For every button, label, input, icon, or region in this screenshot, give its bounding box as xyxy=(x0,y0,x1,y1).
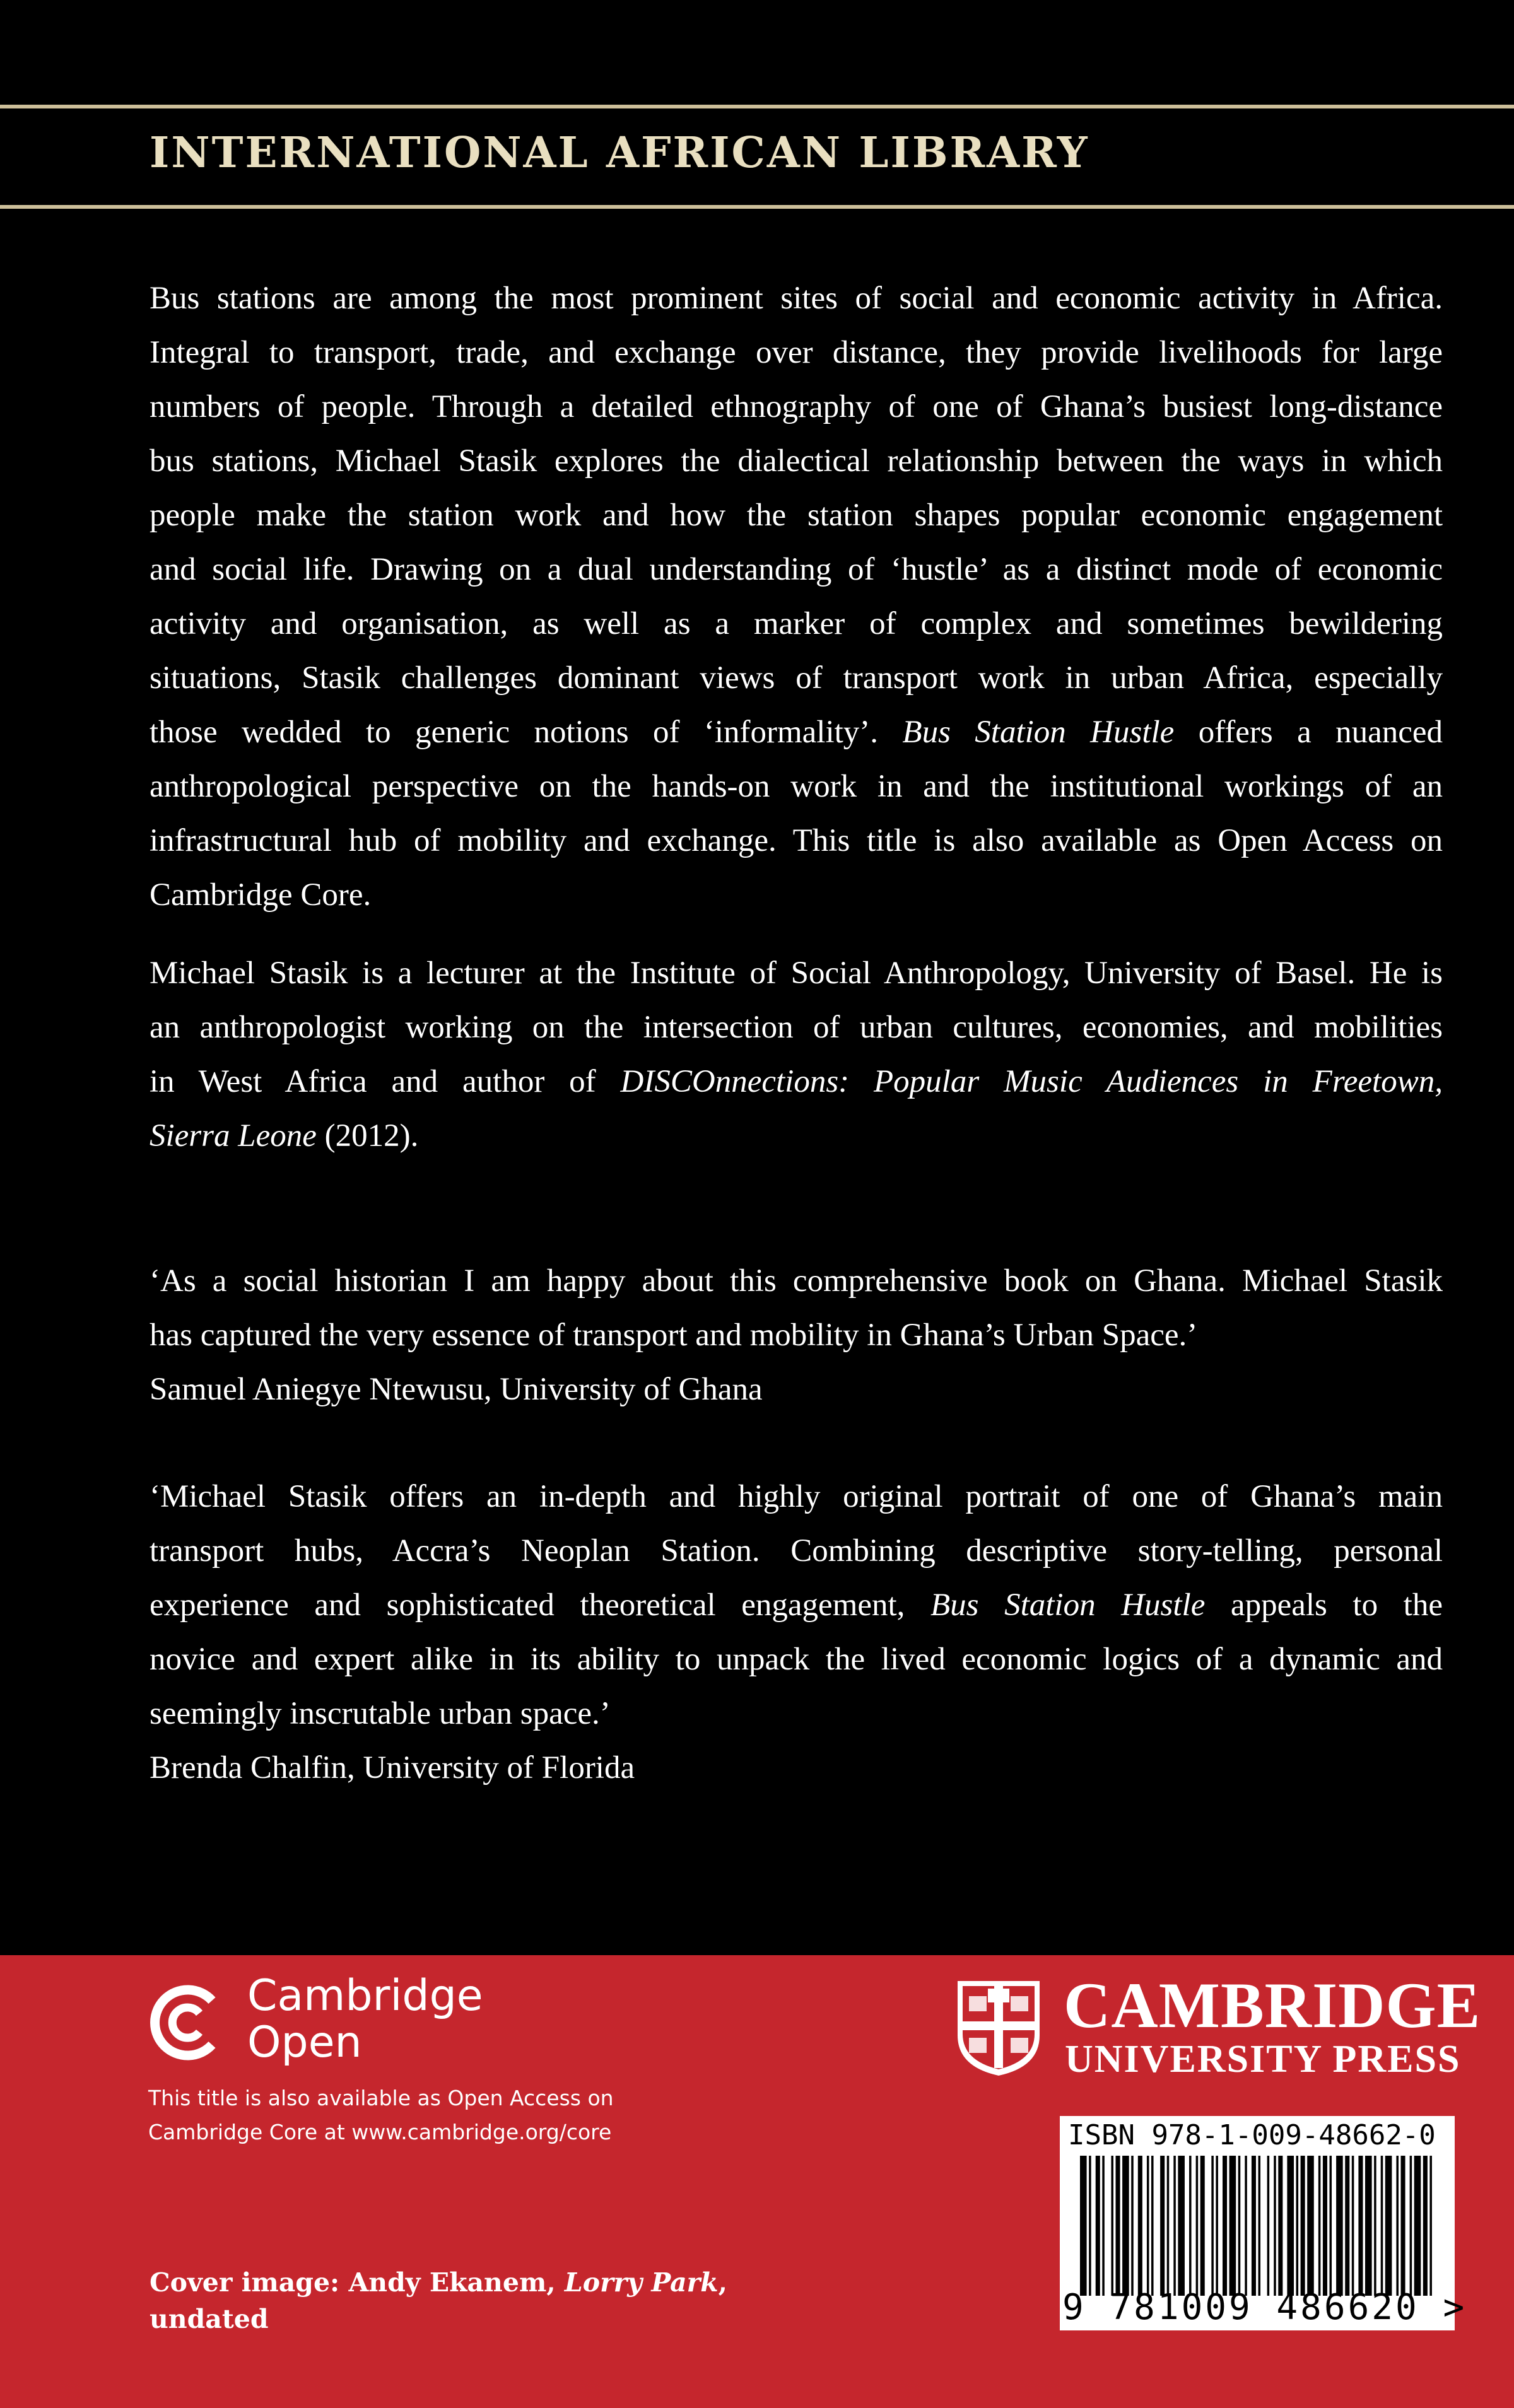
barcode-bar xyxy=(1116,2156,1120,2296)
blurb-text: those wedded to generic notions of ‘informality’. xyxy=(150,715,903,750)
author-text: (2012). xyxy=(316,1118,419,1154)
barcode-bar xyxy=(1147,2156,1149,2296)
barcode-bar xyxy=(1196,2156,1199,2296)
barcode-bar xyxy=(1245,2156,1247,2296)
quote-line: seemingly inscrutable urban space.’ xyxy=(150,1696,611,1731)
barcode-bar xyxy=(1138,2156,1142,2296)
publisher-name: CAMBRIDGE xyxy=(1064,1970,1481,2042)
barcode-bar xyxy=(1229,2156,1236,2296)
isbn-label: ISBN 978-1-009-48662-0 xyxy=(1068,2119,1436,2151)
quote-line: ‘As a social historian I am happy about this comprehensive book on Ghana. Michael Stasik xyxy=(150,1263,1443,1299)
barcode-digits: 9 781009 486620 > xyxy=(1062,2287,1467,2328)
blurb-line: and social life. Drawing on a dual understanding of ‘hustle’ as a distinct mode of economic xyxy=(150,552,1443,587)
barcode-bar xyxy=(1278,2156,1282,2296)
barcode-bar xyxy=(1401,2156,1405,2296)
barcode-bar xyxy=(1374,2156,1376,2296)
barcode-bar xyxy=(1396,2156,1399,2296)
publisher-subname: UNIVERSITY PRESS xyxy=(1065,2038,1461,2081)
barcode-bar xyxy=(1330,2156,1332,2296)
barcode-bar xyxy=(1414,2156,1421,2296)
blurb-line: activity and organisation, as well as a marker of complex and sometimes bewildering xyxy=(150,606,1443,641)
author-line xyxy=(150,1055,1443,1109)
barcode-bar xyxy=(1345,2156,1349,2296)
barcode-bar xyxy=(1381,2156,1383,2296)
previous-book-title: Sierra Leone xyxy=(150,1118,317,1154)
blurb-line: numbers of people. Through a detailed ethnography of one of Ghana’s busiest long-distance xyxy=(150,389,1443,424)
barcode-bar xyxy=(1238,2156,1241,2296)
book-blurb xyxy=(150,271,1443,922)
author-text: in West Africa and author of xyxy=(150,1064,621,1099)
barcode-bar xyxy=(1365,2156,1372,2296)
blurb-line: Cambridge Core. xyxy=(150,877,372,913)
barcode-bar xyxy=(1102,2156,1105,2296)
cover-credit-label: Cover image: Andy Ekanem, xyxy=(150,2267,565,2298)
open-access-note xyxy=(148,2081,614,2149)
cambridge-open-icon xyxy=(146,1982,228,2064)
barcode-icon xyxy=(1080,2156,1436,2296)
barcode-bar xyxy=(1200,2156,1205,2296)
barcode-bar xyxy=(1323,2156,1327,2296)
cover-credit-line xyxy=(150,2264,727,2301)
barcode-bar xyxy=(1178,2156,1185,2296)
barcode-bar xyxy=(1080,2156,1087,2296)
endorsement-quote xyxy=(150,1470,1443,1795)
barcode-bar xyxy=(1259,2156,1261,2296)
barcode-bar xyxy=(1167,2156,1170,2296)
open-name-line: Open xyxy=(247,2018,362,2067)
book-title: Bus Station Hustle xyxy=(930,1587,1206,1623)
quote-line xyxy=(150,1578,1443,1632)
barcode-bar xyxy=(1267,2156,1270,2296)
open-note-line: Cambridge Core at www.cambridge.org/core xyxy=(148,2120,612,2144)
barcode-bar xyxy=(1160,2156,1165,2296)
barcode-bar xyxy=(1307,2156,1314,2296)
barcode-bar xyxy=(1096,2156,1100,2296)
blurb-line: Integral to transport, trade, and exchange over distance, they provide livelihoods for large xyxy=(150,335,1443,370)
barcode-bar xyxy=(1301,2156,1305,2296)
blurb-line: bus stations, Michael Stasik explores the dialectical relationship between the ways in which xyxy=(150,443,1443,479)
quote-text: experience and sophisticated theoretical engagement, xyxy=(150,1587,931,1623)
quote-attribution: Samuel Aniegye Ntewusu, University of Ghana xyxy=(150,1372,763,1407)
blurb-line: situations, Stasik challenges dominant views of transport work in urban Africa, especially xyxy=(150,660,1443,696)
open-name-line: Cambridge xyxy=(247,1971,483,2021)
quote-line: transport hubs, Accra’s Neoplan Station. Combining descriptive story-telling, personal xyxy=(150,1533,1443,1569)
quote-attribution: Brenda Chalfin, University of Florida xyxy=(150,1750,635,1786)
cambridge-crest-icon xyxy=(955,1978,1042,2078)
barcode-bar xyxy=(1173,2156,1176,2296)
barcode-bar xyxy=(1223,2156,1227,2296)
barcode-bar xyxy=(1274,2156,1276,2296)
barcode-bar xyxy=(1287,2156,1294,2296)
barcode-bar xyxy=(1336,2156,1343,2296)
barcode-bar xyxy=(1111,2156,1113,2296)
barcode-bar xyxy=(1189,2156,1192,2296)
barcode-bar xyxy=(1318,2156,1321,2296)
quote-line: ‘Michael Stasik offers an in-depth and highly original portrait of one of Ghana’s main xyxy=(150,1479,1443,1514)
barcode-bar xyxy=(1296,2156,1299,2296)
barcode-bar xyxy=(1089,2156,1091,2296)
series-title: INTERNATIONAL AFRICAN LIBRARY xyxy=(150,127,1089,177)
cover-credit-punct: , xyxy=(718,2267,727,2298)
endorsement-quote xyxy=(150,1254,1443,1417)
barcode-bar xyxy=(1131,2156,1134,2296)
blurb-text: offers a nuanced xyxy=(1174,715,1443,750)
cover-credit xyxy=(150,2264,727,2337)
blurb-line xyxy=(150,705,1443,759)
blurb-line: people make the station work and how the station shapes popular economic engagement xyxy=(150,498,1443,533)
author-line: Michael Stasik is a lecturer at the Institute of Social Anthropology, University of Basel. He is xyxy=(150,956,1443,991)
barcode-bar xyxy=(1151,2156,1154,2296)
artwork-title: Lorry Park xyxy=(564,2267,719,2298)
author-line: an anthropologist working on the intersection of urban cultures, economies, and mobilities xyxy=(150,1010,1443,1045)
barcode-bar xyxy=(1216,2156,1218,2296)
blurb-line: infrastructural hub of mobility and exchange. This title is also available as Open Access on xyxy=(150,823,1443,858)
cambridge-open-wordmark xyxy=(247,1973,483,2066)
barcode-bar xyxy=(1211,2156,1214,2296)
barcode-bar xyxy=(1429,2156,1432,2296)
previous-book-title: DISCOnnections: Popular Music Audiences in Freetown, xyxy=(620,1064,1443,1099)
open-note-line: This title is also available as Open Access on xyxy=(148,2086,614,2110)
blurb-line: anthropological perspective on the hands-on work in and the institutional workings of an xyxy=(150,769,1443,804)
blurb-line: Bus stations are among the most prominent sites of social and economic activity in Africa. xyxy=(150,281,1443,316)
barcode-bar xyxy=(1385,2156,1392,2296)
barcode-bar xyxy=(1423,2156,1428,2296)
barcode-bar xyxy=(1410,2156,1412,2296)
barcode-bar xyxy=(1122,2156,1129,2296)
author-line xyxy=(150,1109,1443,1163)
quote-line: novice and expert alike in its ability to unpack the lived economic logics of a dynamic and xyxy=(150,1642,1443,1677)
quote-line: has captured the very essence of transport and mobility in Ghana’s Urban Space.’ xyxy=(150,1318,1198,1353)
book-title: Bus Station Hustle xyxy=(902,715,1175,750)
barcode-bar xyxy=(1252,2156,1256,2296)
barcode-bar xyxy=(1358,2156,1363,2296)
cover-credit-line: undated xyxy=(150,2304,269,2334)
author-bio xyxy=(150,946,1443,1163)
barcode-bar xyxy=(1352,2156,1354,2296)
quote-text: appeals to the xyxy=(1205,1587,1443,1623)
